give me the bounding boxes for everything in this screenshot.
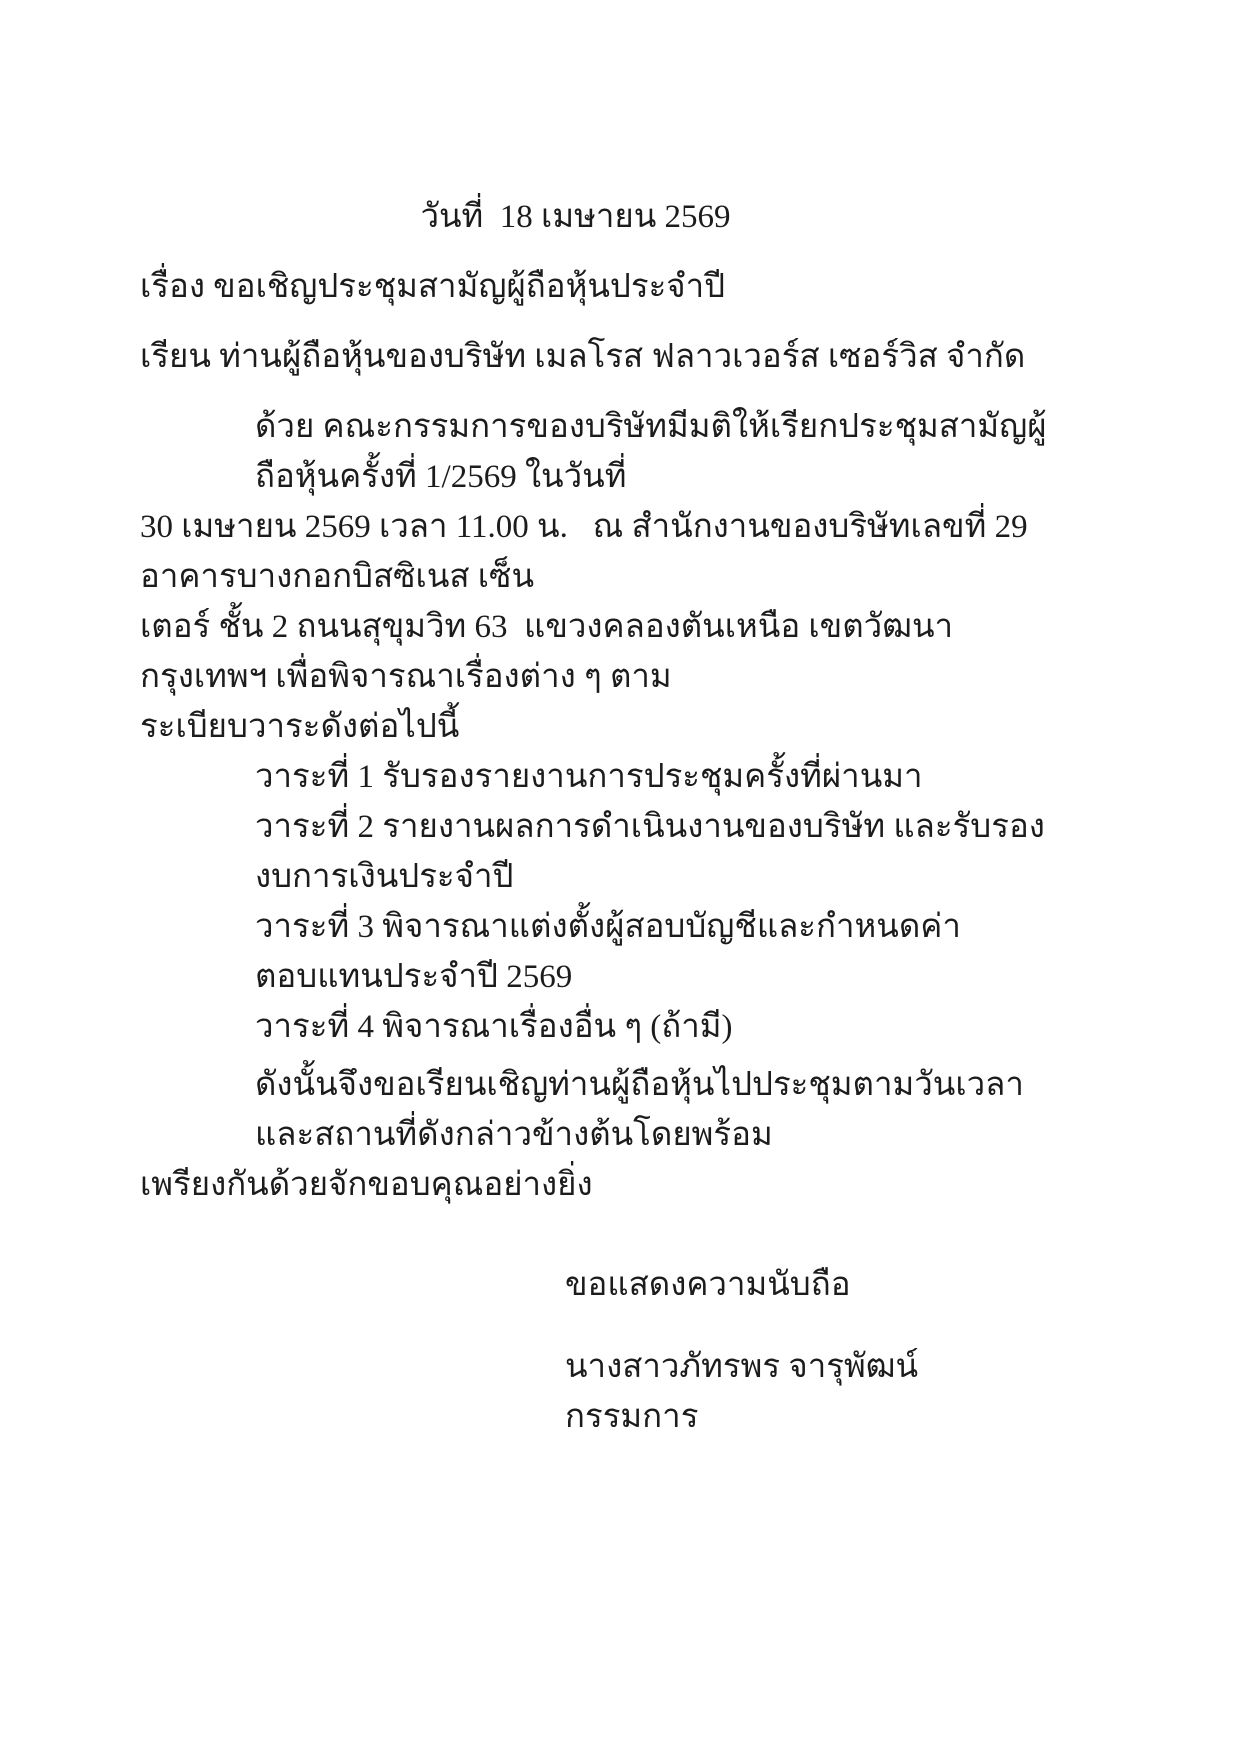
- agenda-item-1: วาระที่ 1 รับรองรายงานการประชุมครั้งที่ผ่านมา: [255, 759, 923, 795]
- sign-off-line: ขอแสดงความนับถือ: [565, 1267, 851, 1303]
- body-paragraph-line-3: เตอร์ ชั้น 2 ถนนสุขุมวิท 63 แขวงคลองตันเหนือ เขตวัฒนา กรุงเทพฯ เพื่อพิจารณาเรื่องต่าง ๆ ตาม: [140, 609, 962, 695]
- closing-paragraph-line-1: ดังนั้นจึงขอเรียนเชิญท่านผู้ถือหุ้นไปประชุมตามวันเวลาและสถานที่ดังกล่าวข้างต้นโดยพร้อม: [255, 1067, 1024, 1153]
- body-paragraph-line-1: ด้วย คณะกรรมการของบริษัทมีมติให้เรียกประชุมสามัญผู้ถือหุ้นครั้งที่ 1/2569 ในวันที่: [255, 409, 1047, 495]
- salutation-line: เรียน ท่านผู้ถือหุ้นของบริษัท เมลโรส ฟลาวเวอร์ส เซอร์วิส จำกัด: [140, 339, 1026, 375]
- agenda-item-2: วาระที่ 2 รายงานผลการดำเนินงานของบริษัท และรับรองงบการเงินประจำปี: [255, 809, 1045, 895]
- agenda-item-4: วาระที่ 4 พิจารณาเรื่องอื่น ๆ (ถ้ามี): [255, 1009, 733, 1045]
- agenda-list: [140, 752, 1055, 1052]
- closing-paragraph: [140, 1060, 1055, 1210]
- agenda-item-3: วาระที่ 3 พิจารณาแต่งตั้งผู้สอบบัญชีและกำหนดค่าตอบแทนประจำปี 2569: [255, 909, 961, 995]
- closing-paragraph-line-2: เพรียงกันด้วยจักขอบคุณอย่างยิ่ง: [140, 1167, 593, 1203]
- subject-line: เรื่อง ขอเชิญประชุมสามัญผู้ถือหุ้นประจำปี: [140, 269, 726, 305]
- signer-title: กรรมการ: [565, 1399, 699, 1435]
- date-line: วันที่ 18 เมษายน 2569: [420, 199, 731, 235]
- signoff-block: [140, 1260, 1055, 1442]
- body-paragraph: [140, 402, 1055, 752]
- letter-content: [140, 0, 1055, 1442]
- body-paragraph-line-4: ระเบียบวาระดังต่อไปนี้: [140, 709, 460, 745]
- body-paragraph-line-2: 30 เมษายน 2569 เวลา 11.00 น. ณ สำนักงานของบริษัทเลขที่ 29 อาคารบางกอกบิสซิเนส เซ็น: [140, 509, 1036, 595]
- signer-name: นางสาวภัทรพร จารุพัฒน์: [565, 1349, 919, 1385]
